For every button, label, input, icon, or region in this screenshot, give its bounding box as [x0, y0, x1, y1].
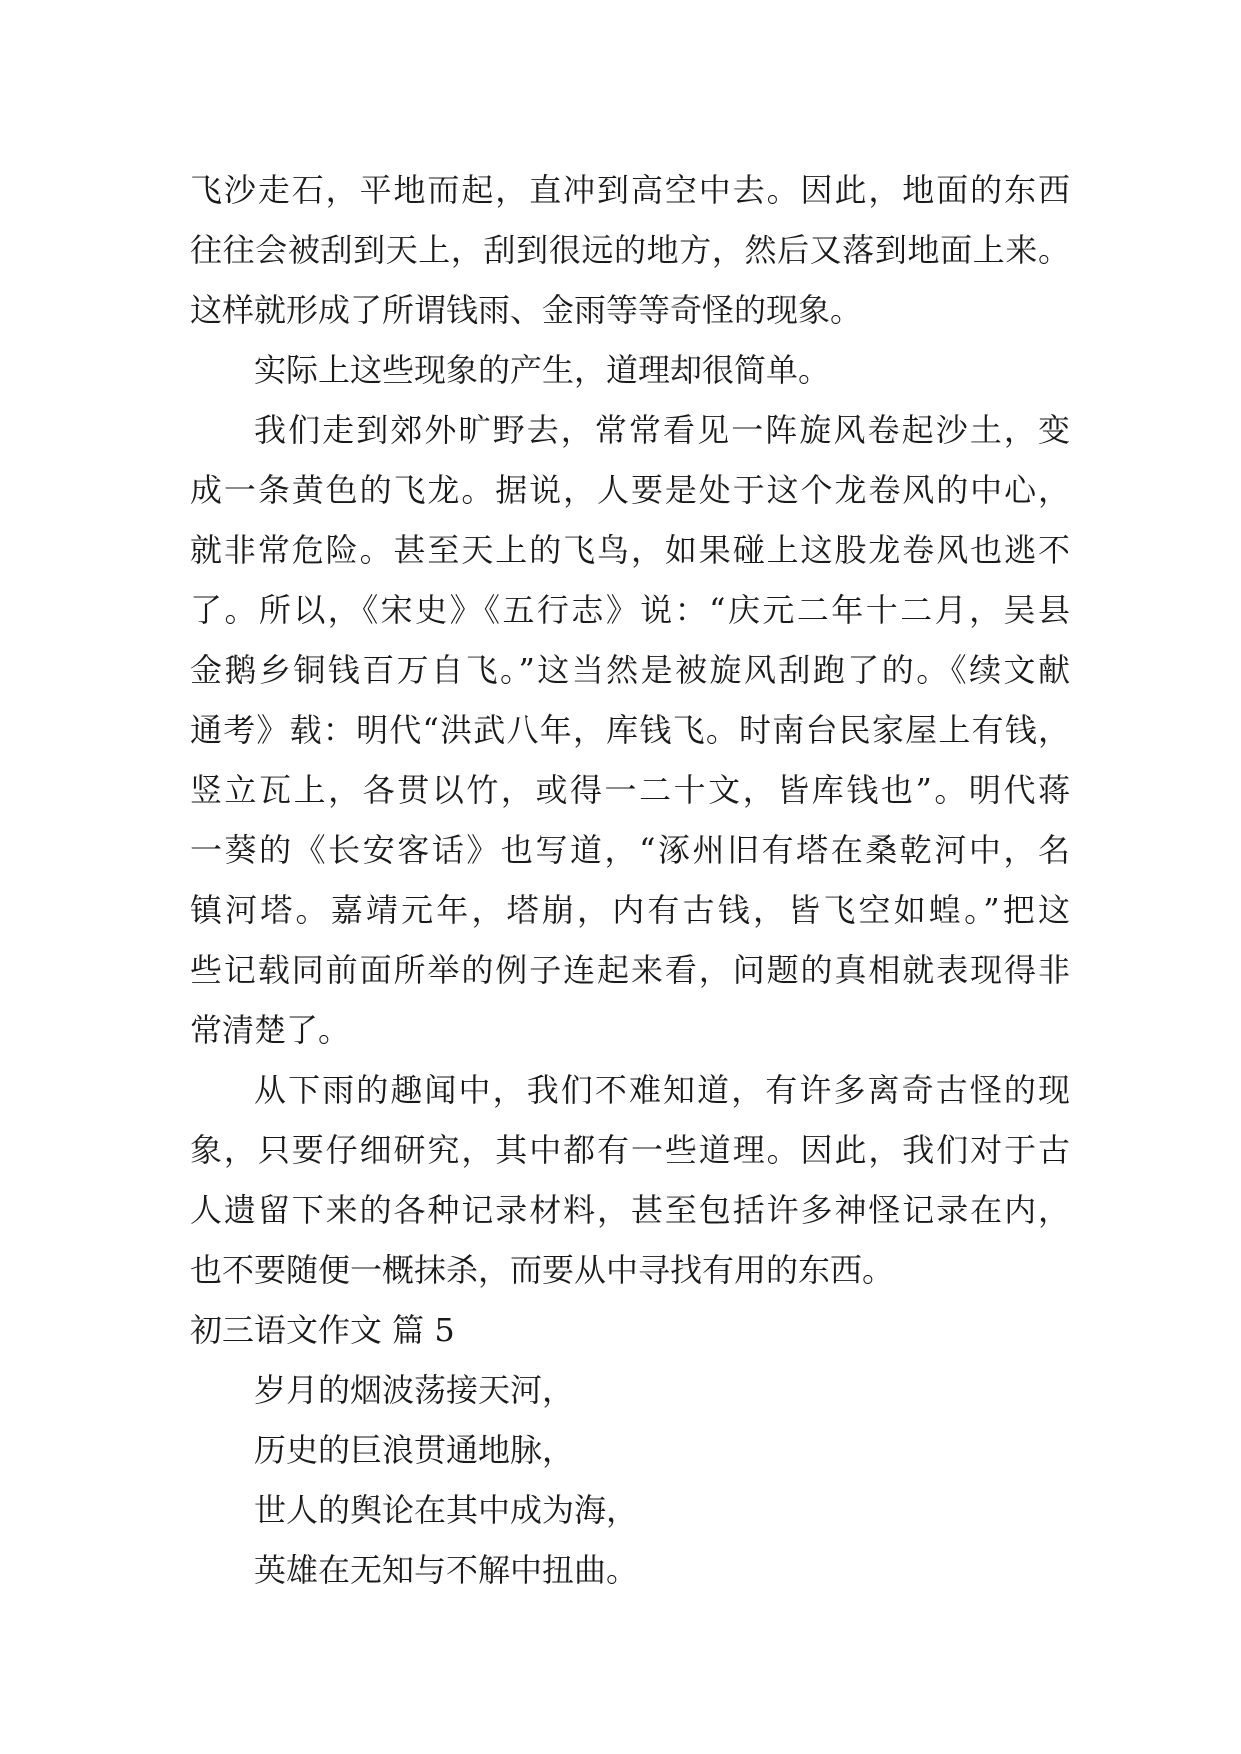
poem-line: 岁月的烟波荡接天河， [254, 1371, 575, 1409]
text-line: 金鹅乡铜钱百万自飞。”这当然是被旋风刮跑了的。《续文献 [190, 651, 1070, 689]
text-line: 这样就形成了所谓钱雨、金雨等等奇怪的现象。 [190, 291, 863, 329]
text-line: 竖立瓦上，各贯以竹，或得一二十文，皆库钱也”。明代蒋 [190, 771, 1070, 809]
text-line: 就非常危险。甚至天上的飞鸟，如果碰上这股龙卷风也逃不 [190, 531, 1070, 569]
paragraph [190, 340, 1070, 400]
text-line: 飞沙走石，平地而起，直冲到高空中去。因此，地面的东西 [190, 171, 1070, 209]
text-line: 一葵的《长安客话》也写道，“涿州旧有塔在桑乾河中，名 [190, 831, 1070, 869]
text-line: 成一条黄色的飞龙。据说，人要是处于这个龙卷风的中心， [190, 471, 1070, 509]
text-line: 往往会被刮到天上，刮到很远的地方，然后又落到地面上来。 [190, 231, 1070, 269]
text-line: 我们走到郊外旷野去，常常看见一阵旋风卷起沙土，变 [254, 411, 1070, 449]
poem-line: 世人的舆论在其中成为海， [254, 1491, 639, 1529]
text-line: 象，只要仔细研究，其中都有一些道理。因此，我们对于古 [190, 1131, 1070, 1169]
text-line: 也不要随便一概抹杀，而要从中寻找有用的东西。 [190, 1251, 895, 1289]
poem-line: 历史的巨浪贯通地脉， [254, 1431, 575, 1469]
paragraph [190, 160, 1070, 340]
text-line: 通考》载：明代“洪武八年，库钱飞。时南台民家屋上有钱， [190, 711, 1070, 749]
poem-line: 英雄在无知与不解中扭曲。 [254, 1551, 639, 1589]
text-line: 镇河塔。嘉靖元年，塔崩，内有古钱，皆飞空如蝗。”把这 [190, 891, 1070, 929]
paragraph [190, 1060, 1070, 1300]
section-heading: 初三语文作文 篇 5 [190, 1311, 455, 1349]
text-line: 常清楚了。 [190, 1011, 351, 1049]
text-line: 实际上这些现象的产生，道理却很简单。 [254, 351, 831, 389]
text-line: 从下雨的趣闻中，我们不难知道，有许多离奇古怪的现 [254, 1071, 1070, 1109]
text-line: 了。所以，《宋史》《五行志》说：“庆元二年十二月，吴县 [190, 591, 1070, 629]
paragraph [190, 400, 1070, 1060]
text-line: 人遗留下来的各种记录材料，甚至包括许多神怪记录在内， [190, 1191, 1070, 1229]
poem [190, 1360, 1070, 1600]
text-line: 些记载同前面所举的例子连起来看，问题的真相就表现得非 [190, 951, 1070, 989]
document-body [190, 160, 1070, 1600]
